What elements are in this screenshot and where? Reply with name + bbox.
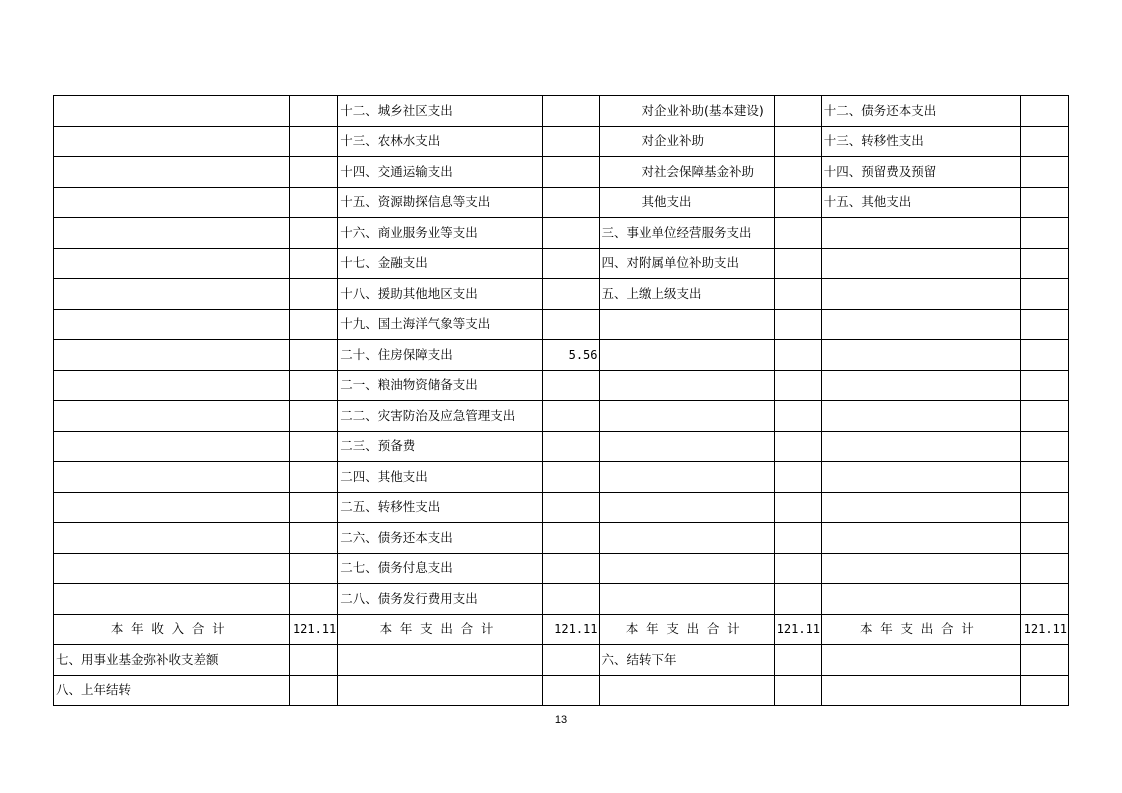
table-cell-c8 bbox=[1020, 157, 1068, 188]
table-cell-c6 bbox=[774, 126, 821, 157]
page-number: 13 bbox=[554, 714, 568, 726]
table-cell-c5: 对企业补助 bbox=[599, 126, 774, 157]
table-cell-c7: 十二、债务还本支出 bbox=[821, 96, 1020, 127]
table-cell-c3: 二十、住房保障支出 bbox=[338, 340, 543, 371]
table-cell-c7 bbox=[821, 309, 1020, 340]
table-cell-c5 bbox=[599, 675, 774, 706]
table-cell-c3 bbox=[338, 645, 543, 676]
table-cell-c5 bbox=[599, 462, 774, 493]
table-cell-c7 bbox=[821, 462, 1020, 493]
table-cell-c6 bbox=[774, 248, 821, 279]
table-cell-c8 bbox=[1020, 96, 1068, 127]
table-cell-c7 bbox=[821, 370, 1020, 401]
table-cell-c7 bbox=[821, 645, 1020, 676]
table-row bbox=[54, 462, 1069, 493]
table-cell-c8 bbox=[1020, 492, 1068, 523]
table-cell-c2 bbox=[290, 675, 338, 706]
table-cell-c7 bbox=[821, 401, 1020, 432]
table-cell-c8 bbox=[1020, 126, 1068, 157]
table-cell-c2 bbox=[290, 492, 338, 523]
table-cell-c5: 六、结转下年 bbox=[599, 645, 774, 676]
table-cell-c3: 十九、国土海洋气象等支出 bbox=[338, 309, 543, 340]
table-cell-c3: 十三、农林水支出 bbox=[338, 126, 543, 157]
table-cell-c8 bbox=[1020, 248, 1068, 279]
table-row bbox=[54, 492, 1069, 523]
table-cell-c4 bbox=[543, 218, 599, 249]
table-cell-c6 bbox=[774, 553, 821, 584]
table-cell-c3: 十二、城乡社区支出 bbox=[338, 96, 543, 127]
table-row bbox=[54, 218, 1069, 249]
table-cell-c3: 十四、交通运输支出 bbox=[338, 157, 543, 188]
table-row bbox=[54, 370, 1069, 401]
table-cell-c7 bbox=[821, 523, 1020, 554]
table-cell-c8 bbox=[1020, 462, 1068, 493]
table-cell-c6 bbox=[774, 370, 821, 401]
table-cell-c2 bbox=[290, 218, 338, 249]
table-cell-c5 bbox=[599, 584, 774, 615]
table-cell-c3: 十七、金融支出 bbox=[338, 248, 543, 279]
table-cell-c4 bbox=[543, 553, 599, 584]
table-cell-c8 bbox=[1020, 675, 1068, 706]
table-cell-c1: 七、用事业基金弥补收支差额 bbox=[54, 645, 290, 676]
table-cell-c6 bbox=[774, 157, 821, 188]
table-row bbox=[54, 523, 1069, 554]
table-cell-c4 bbox=[543, 187, 599, 218]
table-cell-c3: 二六、债务还本支出 bbox=[338, 523, 543, 554]
table-cell-c1 bbox=[54, 126, 290, 157]
table-cell-c2 bbox=[290, 157, 338, 188]
table-cell-c6 bbox=[774, 492, 821, 523]
table-cell-c7 bbox=[821, 218, 1020, 249]
table-cell-c2 bbox=[290, 401, 338, 432]
table-cell-c6 bbox=[774, 584, 821, 615]
table-cell-c5 bbox=[599, 553, 774, 584]
table-cell-c1 bbox=[54, 553, 290, 584]
table-cell-c2 bbox=[290, 645, 338, 676]
table-cell-c5 bbox=[599, 340, 774, 371]
table-cell-c6 bbox=[774, 675, 821, 706]
table-cell-c8 bbox=[1020, 584, 1068, 615]
table-cell-c4 bbox=[543, 126, 599, 157]
table-cell-c8 bbox=[1020, 401, 1068, 432]
table-row bbox=[54, 675, 1069, 706]
table-row bbox=[54, 645, 1069, 676]
table-cell-c3: 本年支出合计 bbox=[338, 614, 543, 645]
table-cell-c4 bbox=[543, 370, 599, 401]
table-cell-c5: 三、事业单位经营服务支出 bbox=[599, 218, 774, 249]
table-cell-c2 bbox=[290, 370, 338, 401]
table-cell-c8 bbox=[1020, 309, 1068, 340]
table-cell-c3: 二五、转移性支出 bbox=[338, 492, 543, 523]
table-cell-c5 bbox=[599, 309, 774, 340]
table-cell-c3: 十六、商业服务业等支出 bbox=[338, 218, 543, 249]
table-cell-c8 bbox=[1020, 187, 1068, 218]
table-cell-c3: 二八、债务发行费用支出 bbox=[338, 584, 543, 615]
table-cell-c2: 121.11 bbox=[290, 614, 338, 645]
table-cell-c8: 121.11 bbox=[1020, 614, 1068, 645]
table-cell-c2 bbox=[290, 523, 338, 554]
table-row bbox=[54, 401, 1069, 432]
table-cell-c6 bbox=[774, 187, 821, 218]
table-cell-c4 bbox=[543, 584, 599, 615]
table-cell-c3: 二三、预备费 bbox=[338, 431, 543, 462]
table-cell-c7: 十四、预留费及预留 bbox=[821, 157, 1020, 188]
table-cell-c7 bbox=[821, 675, 1020, 706]
table-cell-c2 bbox=[290, 187, 338, 218]
table-cell-c2 bbox=[290, 126, 338, 157]
table-row bbox=[54, 431, 1069, 462]
table-cell-c8 bbox=[1020, 370, 1068, 401]
table-cell-c2 bbox=[290, 279, 338, 310]
table-cell-c5 bbox=[599, 431, 774, 462]
table-cell-c4 bbox=[543, 523, 599, 554]
table-cell-c3: 二四、其他支出 bbox=[338, 462, 543, 493]
budget-table bbox=[53, 95, 1069, 706]
table-cell-c7 bbox=[821, 584, 1020, 615]
table-body bbox=[54, 96, 1069, 706]
table-cell-c8 bbox=[1020, 523, 1068, 554]
table-cell-c1 bbox=[54, 187, 290, 218]
table-cell-c6 bbox=[774, 96, 821, 127]
table-cell-c7 bbox=[821, 431, 1020, 462]
table-cell-c6 bbox=[774, 431, 821, 462]
table-cell-c5: 其他支出 bbox=[599, 187, 774, 218]
table-cell-c2 bbox=[290, 553, 338, 584]
table-cell-c6 bbox=[774, 218, 821, 249]
table-cell-c4 bbox=[543, 279, 599, 310]
table-cell-c7: 十五、其他支出 bbox=[821, 187, 1020, 218]
table-cell-c3: 二一、粮油物资储备支出 bbox=[338, 370, 543, 401]
table-cell-c2 bbox=[290, 340, 338, 371]
table-cell-c6 bbox=[774, 340, 821, 371]
table-cell-c4 bbox=[543, 96, 599, 127]
table-cell-c7 bbox=[821, 248, 1020, 279]
table-cell-c3: 十八、援助其他地区支出 bbox=[338, 279, 543, 310]
table-cell-c5: 本年支出合计 bbox=[599, 614, 774, 645]
table-cell-c1 bbox=[54, 309, 290, 340]
table-cell-c2 bbox=[290, 248, 338, 279]
table-cell-c4 bbox=[543, 645, 599, 676]
table-cell-c6 bbox=[774, 523, 821, 554]
table-cell-c8 bbox=[1020, 218, 1068, 249]
table-cell-c7 bbox=[821, 279, 1020, 310]
table-cell-c4 bbox=[543, 157, 599, 188]
table-cell-c7: 本年支出合计 bbox=[821, 614, 1020, 645]
table-cell-c1: 八、上年结转 bbox=[54, 675, 290, 706]
table-cell-c7 bbox=[821, 492, 1020, 523]
table-cell-c3 bbox=[338, 675, 543, 706]
table-cell-c2 bbox=[290, 584, 338, 615]
table-cell-c1: 本年收入合计 bbox=[54, 614, 290, 645]
table-cell-c1 bbox=[54, 431, 290, 462]
table-cell-c7: 十三、转移性支出 bbox=[821, 126, 1020, 157]
table-cell-c4: 5.56 bbox=[543, 340, 599, 371]
table-cell-c6 bbox=[774, 645, 821, 676]
table-cell-c8 bbox=[1020, 553, 1068, 584]
table-cell-c6 bbox=[774, 279, 821, 310]
table-cell-c3: 十五、资源勘探信息等支出 bbox=[338, 187, 543, 218]
table-cell-c6 bbox=[774, 462, 821, 493]
table-cell-c1 bbox=[54, 340, 290, 371]
table-cell-c4: 121.11 bbox=[543, 614, 599, 645]
table-cell-c6: 121.11 bbox=[774, 614, 821, 645]
table-row bbox=[54, 157, 1069, 188]
table-row bbox=[54, 553, 1069, 584]
table-cell-c4 bbox=[543, 492, 599, 523]
table-cell-c1 bbox=[54, 584, 290, 615]
table-cell-c1 bbox=[54, 492, 290, 523]
table-cell-c8 bbox=[1020, 279, 1068, 310]
table-row bbox=[54, 584, 1069, 615]
total-row bbox=[54, 614, 1069, 645]
table-cell-c1 bbox=[54, 370, 290, 401]
table-cell-c4 bbox=[543, 431, 599, 462]
table-cell-c1 bbox=[54, 523, 290, 554]
table-cell-c2 bbox=[290, 431, 338, 462]
table-cell-c2 bbox=[290, 96, 338, 127]
table-cell-c6 bbox=[774, 309, 821, 340]
table-row bbox=[54, 126, 1069, 157]
table-cell-c1 bbox=[54, 218, 290, 249]
table-cell-c4 bbox=[543, 248, 599, 279]
table-cell-c5: 五、上缴上级支出 bbox=[599, 279, 774, 310]
table-cell-c4 bbox=[543, 462, 599, 493]
table-cell-c1 bbox=[54, 462, 290, 493]
table-cell-c5: 四、对附属单位补助支出 bbox=[599, 248, 774, 279]
table-cell-c5: 对企业补助(基本建设) bbox=[599, 96, 774, 127]
table-cell-c5 bbox=[599, 401, 774, 432]
table-row bbox=[54, 96, 1069, 127]
table-cell-c4 bbox=[543, 401, 599, 432]
table-row bbox=[54, 309, 1069, 340]
table-cell-c1 bbox=[54, 279, 290, 310]
table-row bbox=[54, 187, 1069, 218]
table-cell-c4 bbox=[543, 675, 599, 706]
table-cell-c8 bbox=[1020, 340, 1068, 371]
table-cell-c8 bbox=[1020, 431, 1068, 462]
table-cell-c8 bbox=[1020, 645, 1068, 676]
table-cell-c1 bbox=[54, 248, 290, 279]
table-cell-c5: 对社会保障基金补助 bbox=[599, 157, 774, 188]
table-cell-c1 bbox=[54, 401, 290, 432]
table-cell-c4 bbox=[543, 309, 599, 340]
table-cell-c7 bbox=[821, 340, 1020, 371]
table-cell-c3: 二七、债务付息支出 bbox=[338, 553, 543, 584]
table-cell-c1 bbox=[54, 157, 290, 188]
table-cell-c6 bbox=[774, 401, 821, 432]
table-row bbox=[54, 340, 1069, 371]
table-cell-c3: 二二、灾害防治及应急管理支出 bbox=[338, 401, 543, 432]
table-row bbox=[54, 279, 1069, 310]
table-cell-c5 bbox=[599, 370, 774, 401]
table-cell-c1 bbox=[54, 96, 290, 127]
table-cell-c2 bbox=[290, 462, 338, 493]
table-cell-c2 bbox=[290, 309, 338, 340]
table-cell-c7 bbox=[821, 553, 1020, 584]
table-cell-c5 bbox=[599, 523, 774, 554]
table-cell-c5 bbox=[599, 492, 774, 523]
table-row bbox=[54, 248, 1069, 279]
